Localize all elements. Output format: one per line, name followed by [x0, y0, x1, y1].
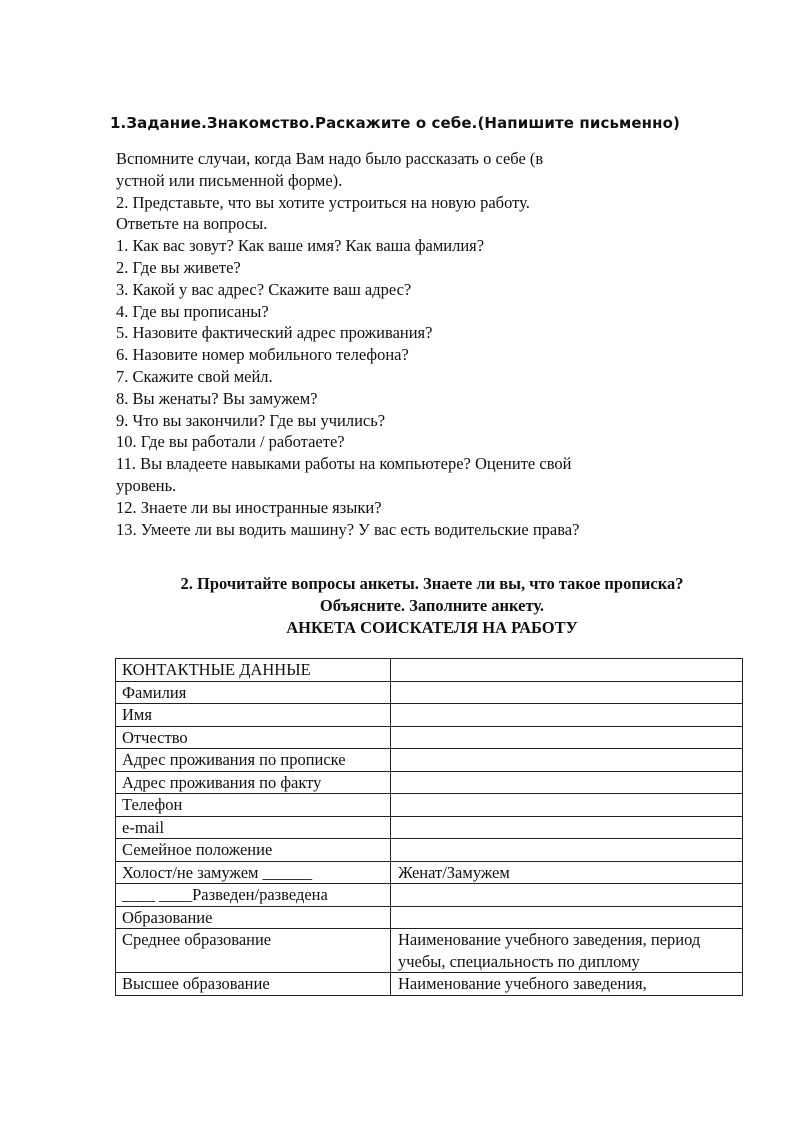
- question-13: 13. Умеете ли вы водить машину? У вас есть водительские права?: [116, 519, 580, 539]
- form-value-cell: [391, 726, 743, 749]
- form-label: Адрес проживания по факту: [116, 771, 391, 794]
- form-label: Образование: [116, 906, 391, 929]
- form-value-cell: [391, 816, 743, 839]
- task1-line: Ответьте на вопросы.: [116, 214, 268, 234]
- task1-text: [116, 148, 676, 540]
- form-value-cell: [391, 749, 743, 772]
- table-row: [116, 771, 743, 794]
- form-label: Имя: [116, 704, 391, 727]
- table-row: [116, 704, 743, 727]
- question-9: 9. Что вы закончили? Где вы учились?: [116, 410, 386, 430]
- task2-heading: [0, 573, 800, 639]
- question-11: 11. Вы владеете навыками работы на компьютере? Оцените свой: [116, 454, 572, 474]
- question-7: 7. Скажите свой мейл.: [116, 366, 273, 386]
- form-value-cell: [391, 681, 743, 704]
- table-row: [116, 884, 743, 907]
- form-value-cell: [391, 704, 743, 727]
- form-value-cell: Женат/Замужем: [391, 861, 743, 884]
- form-label: Фамилия: [116, 681, 391, 704]
- form-value-cell: [391, 884, 743, 907]
- form-label: Семейное положение: [116, 839, 391, 862]
- form-value-cell: [391, 794, 743, 817]
- form-label: Высшее образование: [116, 973, 391, 996]
- question-11-cont: уровень.: [116, 475, 177, 495]
- table-row: [116, 906, 743, 929]
- question-3: 3. Какой у вас адрес? Скажите ваш адрес?: [116, 279, 412, 299]
- question-12: 12. Знаете ли вы иностранные языки?: [116, 497, 382, 517]
- table-row: [116, 861, 743, 884]
- task1-title: 1.Задание.Знакомство.Раскажите о себе.(Напишите письменно): [110, 114, 680, 132]
- question-10: 10. Где вы работали / работаете?: [116, 432, 345, 452]
- form-value-cell: Наименование учебного заведения, период учебы, специальность по диплому: [391, 929, 743, 973]
- table-row: [116, 816, 743, 839]
- form-label: Среднее образование: [116, 929, 391, 973]
- table-row: [116, 726, 743, 749]
- table-row: [116, 929, 743, 973]
- form-label: Адрес проживания по прописке: [116, 749, 391, 772]
- task1-line: 2. Представьте, что вы хотите устроиться на новую работу.: [116, 192, 530, 212]
- table-row: [116, 973, 743, 996]
- table-row: [116, 749, 743, 772]
- application-form-table: [115, 658, 743, 996]
- form-label: ____ ____Разведен/разведена: [116, 884, 391, 907]
- form-value-cell: [391, 659, 743, 682]
- table-row: [116, 681, 743, 704]
- question-4: 4. Где вы прописаны?: [116, 301, 269, 321]
- form-value-cell: [391, 771, 743, 794]
- form-value-cell: Наименование учебного заведения,: [391, 973, 743, 996]
- form-label: КОНТАКТНЫЕ ДАННЫЕ: [116, 659, 391, 682]
- question-1: 1. Как вас зовут? Как ваше имя? Как ваша фамилия?: [116, 236, 485, 256]
- question-8: 8. Вы женаты? Вы замужем?: [116, 388, 318, 408]
- form-value-cell: [391, 906, 743, 929]
- form-label: Холост/не замужем ______: [116, 861, 391, 884]
- form-title: АНКЕТА СОИСКАТЕЛЯ НА РАБОТУ: [286, 618, 578, 637]
- task1-line: Вспомните случаи, когда Вам надо было рассказать о себе (в: [116, 149, 544, 168]
- table-row: [116, 794, 743, 817]
- question-2: 2. Где вы живете?: [116, 257, 241, 277]
- table-row: [116, 659, 743, 682]
- form-label: Телефон: [116, 794, 391, 817]
- form-label: Отчество: [116, 726, 391, 749]
- question-5: 5. Назовите фактический адрес проживания?: [116, 323, 433, 343]
- form-value-cell: [391, 839, 743, 862]
- table-row: [116, 839, 743, 862]
- task2-heading-line: 2. Прочитайте вопросы анкеты. Знаете ли вы, что такое прописка?: [180, 574, 684, 593]
- task1-line: устной или письменной форме).: [116, 170, 343, 190]
- question-6: 6. Назовите номер мобильного телефона?: [116, 345, 409, 365]
- form-label: e-mail: [116, 816, 391, 839]
- task2-heading-line: Объясните. Заполните анкету.: [319, 596, 545, 615]
